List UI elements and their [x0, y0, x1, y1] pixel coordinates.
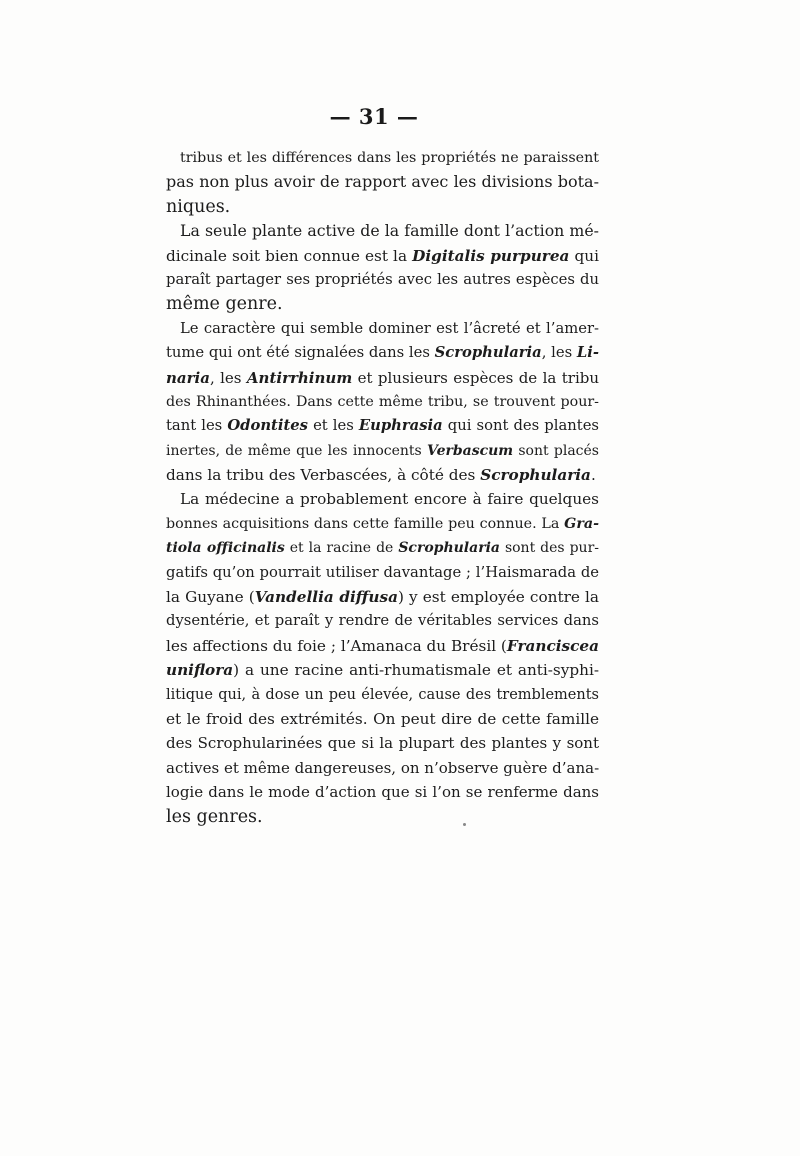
- text-line: [166, 707, 599, 731]
- body-text: [166, 146, 599, 829]
- text-line: [166, 512, 599, 536]
- text-segment: et la racine de: [284, 540, 399, 557]
- text-segment: dysentérie, et paraît y rendre de véritables services dans: [166, 612, 599, 630]
- text-segment: ) a une racine anti-rhumatismale et anti-syphi-: [233, 661, 599, 680]
- text-line: [166, 317, 599, 341]
- text-segment: litique qui, à dose un peu élevée, cause des tremblements: [166, 686, 599, 703]
- text-segment: des Scrophularinées que si la plupart des plantes y sont: [166, 734, 599, 753]
- italic-term: uniflora: [166, 661, 234, 680]
- italic-term: naria: [166, 368, 210, 387]
- italic-term: Verbascum: [427, 442, 514, 459]
- text-segment: et les: [307, 417, 359, 435]
- paragraph: [166, 317, 599, 488]
- text-line: [166, 780, 599, 804]
- text-line: [166, 195, 599, 219]
- text-segment: actives et même dangereuses, on n’observe guère d’ana-: [166, 758, 600, 777]
- text-segment: inertes, de même que les innocents: [166, 442, 427, 459]
- text-segment: sont des pur-: [499, 540, 599, 557]
- text-segment: ) y est employée contre la: [397, 588, 600, 607]
- text-line: [166, 585, 599, 609]
- text-line: [166, 292, 599, 316]
- text-segment: bonnes acquisitions dans cette famille peu connue. La: [166, 515, 565, 532]
- text-segment: sont placés: [513, 442, 599, 459]
- text-segment: les affections du foie ; l’Amanaca du Brésil (: [166, 636, 507, 655]
- italic-term: Scrophularia: [398, 540, 500, 557]
- text-segment: La seule plante active de la famille dont l’action mé-: [180, 221, 599, 241]
- text-line: [166, 146, 599, 170]
- paper-speck: [463, 823, 466, 826]
- italic-term: Euphrasia: [358, 417, 443, 435]
- text-segment: gatifs qu’on pourrait utiliser davantage ; l’Haismarada de: [166, 563, 599, 581]
- text-line: [166, 366, 599, 390]
- paragraph: [166, 219, 599, 317]
- text-segment: et plusieurs espèces de la tribu: [352, 368, 600, 387]
- text-segment: logie dans le mode d’action que si l’on se renferme dans: [166, 783, 599, 802]
- text-line: [166, 390, 599, 414]
- text-segment: les genres.: [166, 806, 263, 827]
- text-segment: qui: [569, 246, 599, 265]
- text-segment: dans la tribu des Verbascées, à côté des: [166, 466, 481, 485]
- text-line: [166, 463, 599, 487]
- italic-term: Franciscea: [506, 636, 599, 655]
- text-segment: la Guyane (: [166, 588, 255, 607]
- text-segment: dicinale soit bien connue est la: [166, 246, 413, 265]
- text-line: [166, 487, 599, 511]
- italic-term: Scrophularia: [434, 344, 542, 362]
- text-segment: pas non plus avoir de rapport avec les divisions bota-: [166, 172, 599, 192]
- text-line: [166, 805, 599, 829]
- text-segment: même genre.: [166, 294, 283, 315]
- text-segment: Le caractère qui semble dominer est l’âcreté et l’amer-: [180, 319, 599, 337]
- text-line: [166, 244, 599, 268]
- text-line: [166, 756, 599, 780]
- italic-term: Odontites: [227, 417, 308, 435]
- text-segment: , les: [209, 368, 247, 387]
- text-line: [166, 609, 599, 633]
- paragraph: [166, 487, 599, 828]
- italic-term: Scrophularia: [480, 466, 591, 485]
- text-line: [166, 634, 599, 658]
- text-segment: tant les: [166, 417, 228, 435]
- text-segment: paraît partager ses propriétés avec les autres espèces du: [166, 270, 599, 288]
- text-line: [166, 561, 599, 585]
- text-segment: niques.: [166, 196, 231, 217]
- text-line: [166, 219, 599, 243]
- italic-term: Gra-: [564, 515, 599, 532]
- text-segment: tume qui ont été signalées dans les: [166, 344, 435, 362]
- text-line: [166, 683, 599, 707]
- paragraph: [166, 146, 599, 219]
- text-segment: .: [590, 466, 596, 485]
- text-segment: qui sont des plantes: [442, 417, 599, 435]
- text-line: [166, 414, 599, 438]
- italic-term: Vandellia diffusa: [254, 588, 398, 607]
- text-segment: et le froid des extrémités. On peut dire de cette famille: [166, 709, 599, 728]
- text-segment: , les: [541, 344, 577, 362]
- text-line: [166, 341, 599, 365]
- text-line: [166, 731, 599, 755]
- page-number: — 31 —: [329, 104, 419, 129]
- text-line: [166, 170, 599, 194]
- text-line: [166, 268, 599, 292]
- text-segment: tribus et les différences dans les propriétés ne paraissent: [180, 150, 599, 166]
- italic-term: Antirrhinum: [246, 368, 353, 387]
- text-line: [166, 439, 599, 463]
- text-line: [166, 536, 599, 560]
- italic-term: Li-: [576, 344, 599, 362]
- text-segment: La médecine a probablement encore à faire quelques: [180, 490, 599, 509]
- italic-term: tiola officinalis: [166, 540, 285, 557]
- italic-term: Digitalis purpurea: [412, 246, 570, 265]
- text-line: [166, 658, 599, 682]
- text-segment: des Rhinanthées. Dans cette même tribu, se trouvent pour-: [166, 393, 599, 410]
